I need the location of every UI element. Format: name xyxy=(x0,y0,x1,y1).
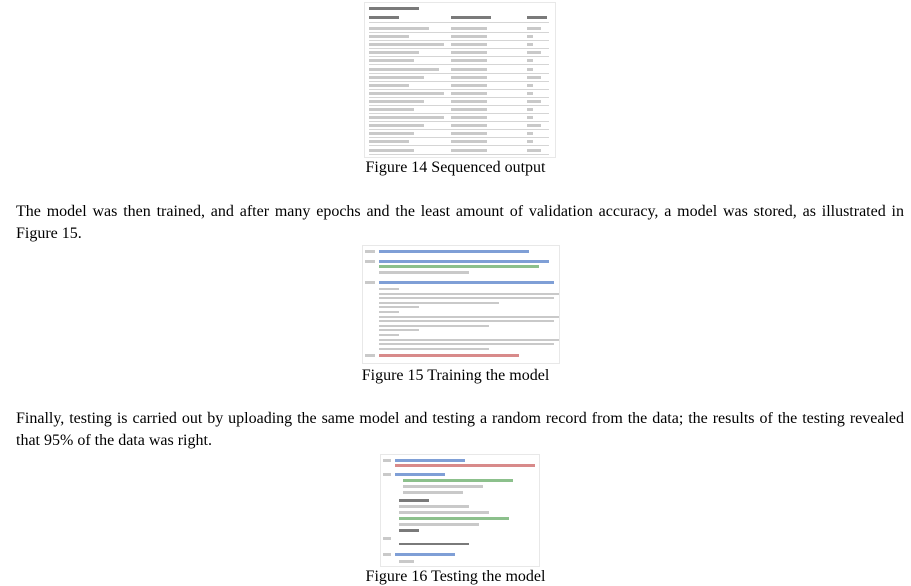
summary-row-layer xyxy=(369,68,439,71)
summary-row-layer xyxy=(369,35,409,38)
summary-row-divider xyxy=(369,105,549,106)
summary-row-params xyxy=(527,124,541,127)
summary-row-params xyxy=(527,149,541,152)
training-log-line xyxy=(379,348,489,350)
summary-row-params xyxy=(527,108,533,111)
summary-row-divider xyxy=(369,97,549,98)
summary-row-divider xyxy=(369,129,549,130)
summary-row-shape xyxy=(451,76,487,79)
summary-row-layer xyxy=(369,140,409,143)
summary-row-shape xyxy=(451,68,487,71)
summary-row-shape xyxy=(451,140,487,143)
summary-row-params xyxy=(527,51,541,54)
summary-row-shape xyxy=(451,108,487,111)
training-log-line xyxy=(379,288,399,290)
training-log-line xyxy=(379,297,554,299)
summary-row-divider xyxy=(369,121,549,122)
summary-row-params xyxy=(527,27,541,30)
summary-row-layer xyxy=(369,108,414,111)
figure-15-screenshot xyxy=(362,245,560,364)
paragraph-training: The model was then trained, and after many epochs and the least amount of validation accuracy, a model was stored, as illustrated in Figure 15. xyxy=(16,203,904,242)
summary-row-shape xyxy=(451,100,487,103)
summary-row-divider xyxy=(369,113,549,114)
training-log-line xyxy=(379,339,559,341)
summary-row-layer xyxy=(369,43,444,46)
summary-row-layer xyxy=(369,116,444,119)
summary-row-params xyxy=(527,68,533,71)
figure-14-caption: Figure 14 Sequenced output xyxy=(365,159,546,176)
summary-row-shape xyxy=(451,35,487,38)
summary-row-layer xyxy=(369,100,424,103)
summary-row-shape xyxy=(451,51,487,54)
summary-row-params xyxy=(527,116,533,119)
training-log-line xyxy=(379,306,419,308)
summary-row-params xyxy=(527,92,533,95)
summary-row-params xyxy=(527,140,533,143)
summary-row-divider xyxy=(369,154,549,155)
summary-row-divider xyxy=(369,145,549,146)
summary-row-shape xyxy=(451,116,487,119)
training-log-line xyxy=(379,311,399,313)
summary-row-shape xyxy=(451,132,487,135)
summary-row-params xyxy=(527,132,533,135)
summary-row-params xyxy=(527,35,533,38)
summary-row-divider xyxy=(369,81,549,82)
training-log-line xyxy=(379,343,554,345)
summary-row-shape xyxy=(451,149,487,152)
training-log-line xyxy=(379,293,559,295)
summary-row-layer xyxy=(369,84,409,87)
summary-row-divider xyxy=(369,89,549,90)
summary-row-shape xyxy=(451,92,487,95)
training-log-line xyxy=(379,325,489,327)
training-log-line xyxy=(379,334,399,336)
summary-row-divider xyxy=(369,48,549,49)
training-log-line xyxy=(379,329,419,331)
paragraph-testing: Finally, testing is carried out by uploading the same model and testing a random record from the data; the results of the testing revealed that 95% of the data was right. xyxy=(16,410,904,449)
summary-row-shape xyxy=(451,84,487,87)
summary-row-layer xyxy=(369,76,424,79)
summary-row-layer xyxy=(369,51,419,54)
figure-14-screenshot xyxy=(364,2,556,158)
figure-15-caption: Figure 15 Training the model xyxy=(361,367,550,384)
summary-row-params xyxy=(527,43,533,46)
training-log-line xyxy=(379,302,499,304)
summary-row-layer xyxy=(369,124,424,127)
summary-row-params xyxy=(527,76,541,79)
training-log-line xyxy=(379,316,559,318)
summary-row-layer xyxy=(369,27,429,30)
summary-row-shape xyxy=(451,43,487,46)
summary-row-params xyxy=(527,100,541,103)
summary-row-divider xyxy=(369,40,549,41)
summary-row-shape xyxy=(451,27,487,30)
summary-row-layer xyxy=(369,149,414,152)
summary-row-params xyxy=(527,84,533,87)
summary-row-divider xyxy=(369,56,549,57)
summary-row-shape xyxy=(451,124,487,127)
summary-row-divider xyxy=(369,137,549,138)
summary-row-shape xyxy=(451,59,487,62)
summary-row-divider xyxy=(369,32,549,33)
summary-row-params xyxy=(527,59,533,62)
summary-row-divider xyxy=(369,64,549,65)
figure-16-caption: Figure 16 Testing the model xyxy=(365,568,546,585)
summary-row-layer xyxy=(369,92,444,95)
training-log-line xyxy=(379,320,554,322)
figure-16-screenshot xyxy=(380,454,540,567)
summary-row-layer xyxy=(369,132,414,135)
summary-row-layer xyxy=(369,59,414,62)
summary-row-divider xyxy=(369,73,549,74)
